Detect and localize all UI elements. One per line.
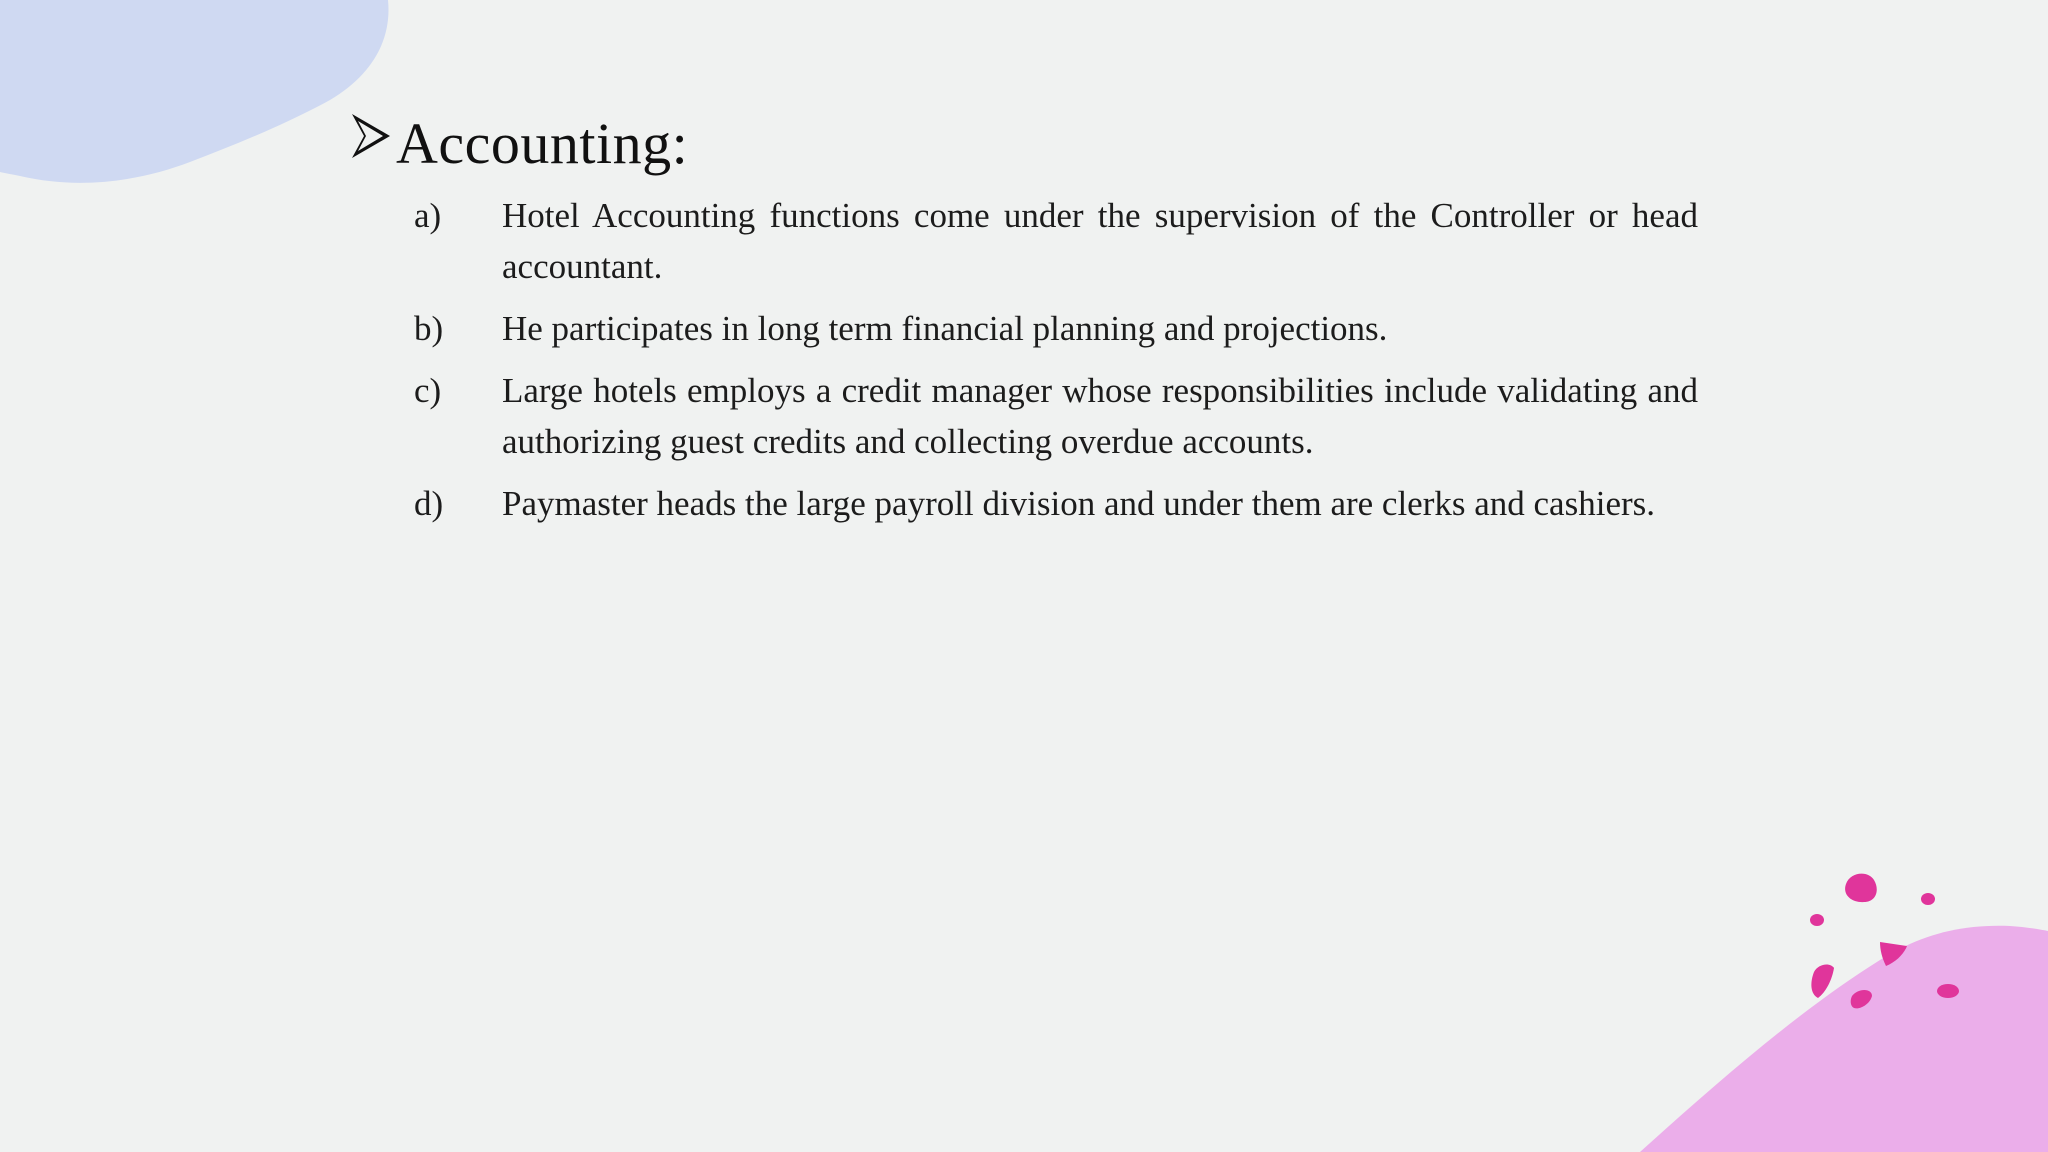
splatter-dot bbox=[1811, 965, 1834, 998]
list-item-marker: d) bbox=[414, 484, 444, 523]
list-item-marker: b) bbox=[414, 309, 444, 348]
top-left-blob-shape bbox=[0, 0, 389, 183]
list-item-marker: c) bbox=[414, 371, 442, 410]
list-item-marker: a) bbox=[414, 196, 442, 235]
list-item bbox=[414, 303, 1698, 354]
list-item bbox=[414, 478, 1698, 529]
list-item-text: Large hotels employs a credit manager whose responsibilities include validating and authorizing guest credits and collecting overdue accounts. bbox=[502, 371, 1698, 461]
splatter-dot bbox=[1845, 874, 1877, 902]
list-item-text: He participates in long term financial planning and projections. bbox=[502, 309, 1388, 348]
bottom-right-blob-shape bbox=[1640, 926, 2048, 1152]
splatter-dot bbox=[1921, 893, 1935, 905]
accounting-list bbox=[414, 190, 1698, 540]
splatter-dot bbox=[1937, 984, 1959, 998]
slide-heading: Accounting: bbox=[396, 111, 689, 176]
splatter-dot bbox=[1880, 942, 1907, 966]
list-item-text: Paymaster heads the large payroll division and under them are clerks and cashiers. bbox=[502, 484, 1656, 523]
heading-row bbox=[350, 108, 688, 180]
list-item bbox=[414, 365, 1698, 467]
list-item bbox=[414, 190, 1698, 292]
splatter-dots bbox=[1810, 874, 1959, 1009]
splatter-dot bbox=[1810, 914, 1824, 926]
splatter-dot bbox=[1851, 990, 1872, 1008]
arrow-bullet-icon bbox=[350, 112, 392, 160]
list-item-text: Hotel Accounting functions come under the supervision of the Controller or head accountant. bbox=[502, 196, 1698, 286]
